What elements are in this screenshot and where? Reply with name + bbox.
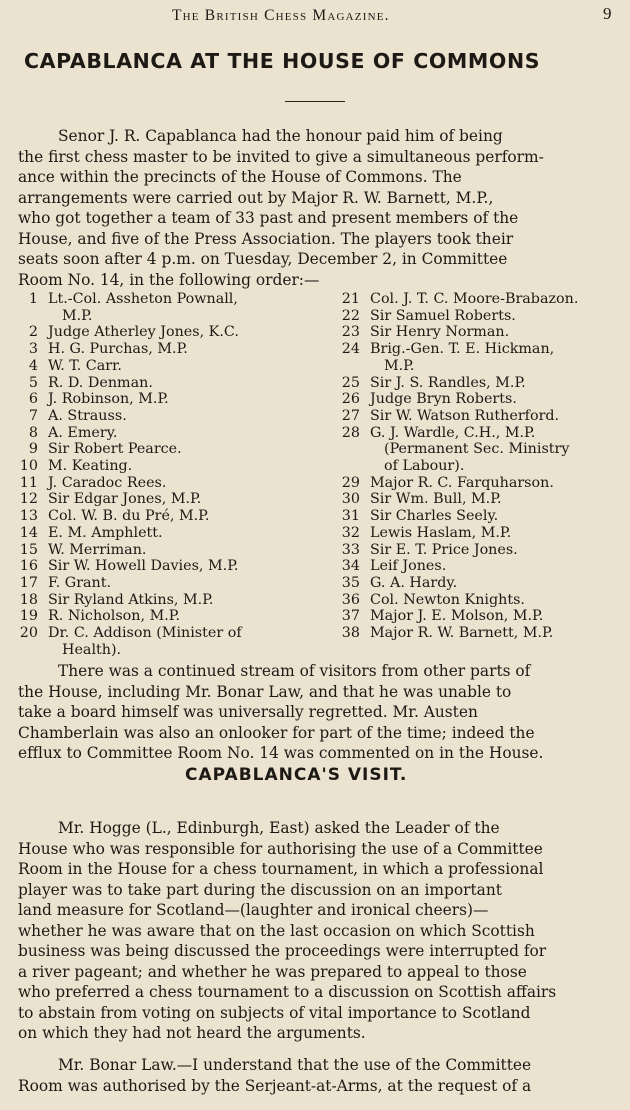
- player-number: 4: [28, 357, 38, 374]
- text-line: the first chess master to be invited to give a simultaneous perform-: [18, 147, 544, 166]
- player-name-line: Judge Bryn Roberts.: [370, 391, 517, 408]
- player-number: 7: [28, 407, 38, 424]
- text-line: who preferred a chess tournament to a discussion on Scottish affairs: [18, 983, 557, 1001]
- bonar-law-paragraph: [18, 1055, 622, 1096]
- player-number: 3: [28, 341, 38, 358]
- player-number: 36: [341, 591, 360, 608]
- player-number: 37: [341, 608, 360, 625]
- player-name-line: Col. Newton Knights.: [370, 591, 525, 608]
- player-entry: [330, 576, 630, 593]
- player-number: 34: [341, 558, 360, 575]
- player-number: 32: [341, 524, 360, 541]
- player-number: 27: [341, 407, 360, 424]
- player-entry: [330, 509, 630, 526]
- hogge-paragraph: [18, 818, 622, 1044]
- player-entry: [330, 609, 630, 626]
- player-entry: [8, 325, 308, 342]
- player-name-line: H. G. Purchas, M.P.: [48, 341, 188, 358]
- journal-name: The British Chess Magazine.: [172, 7, 390, 24]
- text-line: a river pageant; and whether he was prepared to appeal to those: [18, 962, 527, 981]
- section-subtitle: CAPABLANCA'S VISIT.: [185, 765, 408, 785]
- player-number: 33: [341, 541, 360, 558]
- player-name-line: Sir Ryland Atkins, M.P.: [48, 591, 214, 608]
- player-entry: [330, 376, 630, 393]
- player-name-line: (Permanent Sec. Ministry: [384, 441, 570, 458]
- player-name-line: Sir W. Howell Davies, M.P.: [48, 558, 239, 575]
- player-name-line: Judge Atherley Jones, K.C.: [48, 324, 239, 341]
- player-name-line: of Labour).: [384, 457, 465, 474]
- text-line: There was a continued stream of visitors from other parts of: [58, 662, 531, 680]
- player-number: 16: [19, 558, 38, 575]
- text-line: Mr. Hogge (L., Edinburgh, East) asked the Leader of the: [58, 819, 500, 837]
- player-entry: [330, 426, 630, 476]
- player-name-line: Col. W. B. du Pré, M.P.: [48, 508, 210, 525]
- player-entry: [8, 292, 308, 325]
- player-number: 6: [28, 391, 38, 408]
- article-title: CAPABLANCA AT THE HOUSE OF COMMONS: [24, 49, 541, 73]
- player-entry: [330, 559, 630, 576]
- text-line: take a board himself was universally regretted. Mr. Austen: [18, 703, 478, 721]
- player-number: 13: [19, 508, 38, 525]
- player-entry: [330, 526, 630, 543]
- player-entry: [330, 325, 630, 342]
- player-number: 10: [19, 458, 38, 474]
- player-name-line: R. D. Denman.: [48, 374, 153, 391]
- player-entry: [8, 342, 308, 359]
- player-entry: [8, 409, 308, 426]
- player-entry: [8, 492, 308, 509]
- player-number: 18: [19, 591, 38, 608]
- player-number: 14: [19, 524, 38, 541]
- text-line: business was being discussed the proceedings were interrupted for: [18, 942, 547, 960]
- player-entry: [8, 543, 308, 560]
- player-number: 30: [341, 491, 360, 508]
- player-name-line: Brig.-Gen. T. E. Hickman,: [370, 341, 555, 358]
- text-line: Mr. Bonar Law.—I understand that the use of the Committee: [58, 1056, 532, 1074]
- player-entry: [330, 626, 630, 643]
- player-number: 12: [19, 491, 38, 508]
- player-name-line: Lewis Haslam, M.P.: [370, 524, 512, 541]
- player-name-line: A. Strauss.: [48, 407, 127, 424]
- player-number: 38: [341, 625, 360, 641]
- player-entry: [330, 409, 630, 426]
- player-entry: [330, 309, 630, 326]
- player-entry: [8, 442, 308, 459]
- player-number: 1: [28, 291, 38, 307]
- player-name-line: Health).: [62, 641, 122, 658]
- running-header: [0, 4, 630, 26]
- text-line: player was to take part during the discussion on an important: [18, 880, 502, 899]
- player-entry: [8, 576, 308, 593]
- player-number: 25: [341, 374, 360, 391]
- player-entry: [8, 626, 308, 659]
- player-name-line: Sir J. S. Randles, M.P.: [370, 374, 526, 391]
- player-name-line: J. Robinson, M.P.: [48, 391, 169, 408]
- player-entry: [330, 593, 630, 610]
- player-entry: [8, 559, 308, 576]
- player-name-line: Sir Samuel Roberts.: [370, 307, 516, 324]
- player-number: 35: [341, 574, 360, 591]
- player-number: 23: [341, 324, 360, 341]
- player-name-line: W. Merriman.: [48, 541, 147, 558]
- text-line: Room in the House for a chess tournament, in which a professional: [18, 860, 544, 878]
- player-entry: [330, 492, 630, 509]
- text-line: ance within the precincts of the House of Commons. The: [18, 168, 462, 186]
- player-entry: [8, 476, 308, 493]
- player-number: 8: [28, 424, 38, 441]
- player-name-line: M. Keating.: [48, 458, 133, 474]
- player-number: 2: [28, 324, 38, 341]
- text-line: arrangements were carried out by Major R. W. Barnett, M.P.,: [18, 188, 494, 207]
- player-name-line: F. Grant.: [48, 574, 112, 591]
- player-entry: [8, 359, 308, 376]
- player-entry: [8, 392, 308, 409]
- player-name-line: E. M. Amphlett.: [48, 524, 163, 541]
- player-name-line: W. T. Carr.: [48, 357, 122, 374]
- intro-paragraph: [18, 126, 622, 290]
- player-name-line: Major R. W. Barnett, M.P.: [370, 625, 554, 641]
- player-number: 26: [341, 391, 360, 408]
- player-entry: [8, 609, 308, 626]
- player-name-line: Dr. C. Addison (Minister of: [48, 625, 242, 641]
- text-line: land measure for Scotland—(laughter and ironical cheers)—: [18, 901, 489, 919]
- player-number: 28: [341, 424, 360, 441]
- text-line: House, and five of the Press Association. The players took their: [18, 229, 514, 248]
- player-name-line: A. Emery.: [48, 424, 118, 441]
- player-number: 11: [19, 474, 38, 491]
- player-roster: [0, 292, 630, 662]
- player-number: 20: [19, 625, 38, 641]
- player-number: 17: [19, 574, 38, 591]
- text-line: House who was responsible for authorising the use of a Committee: [18, 839, 543, 858]
- player-name-line: Sir Edgar Jones, M.P.: [48, 491, 202, 508]
- player-number: 15: [19, 541, 38, 558]
- player-name-line: Major R. C. Farquharson.: [370, 474, 554, 491]
- player-entry: [330, 342, 630, 375]
- text-line: whether he was aware that on the last occasion on which Scottish: [18, 921, 535, 940]
- player-name-line: J. Caradoc Rees.: [48, 474, 167, 491]
- player-entry: [8, 509, 308, 526]
- text-line: Room No. 14, in the following order:—: [18, 270, 320, 289]
- player-name-line: Leif Jones.: [370, 558, 447, 575]
- player-entry: [8, 376, 308, 393]
- player-entry: [8, 593, 308, 610]
- player-entry: [8, 459, 308, 476]
- player-entry: [330, 392, 630, 409]
- player-name-line: Sir Wm. Bull, M.P.: [370, 491, 502, 508]
- player-number: 22: [341, 307, 360, 324]
- player-entry: [8, 526, 308, 543]
- player-entry: [330, 292, 630, 309]
- text-line: to abstain from voting on subjects of vital importance to Scotland: [18, 1003, 531, 1022]
- player-name-line: Col. J. T. C. Moore-Brabazon.: [370, 291, 579, 307]
- player-name-line: Sir Charles Seely.: [370, 508, 499, 525]
- player-entry: [330, 543, 630, 560]
- page-number: 9: [603, 4, 612, 23]
- text-line: seats soon after 4 p.m. on Tuesday, December 2, in Committee: [18, 250, 508, 268]
- title-rule: [285, 101, 345, 102]
- player-name-line: G. J. Wardle, C.H., M.P.: [370, 424, 536, 441]
- player-name-line: G. A. Hardy.: [370, 574, 458, 591]
- text-line: Chamberlain was also an onlooker for part of the time; indeed the: [18, 723, 535, 742]
- player-number: 5: [28, 374, 38, 391]
- text-line: Room was authorised by the Serjeant-at-Arms, at the request of a: [18, 1076, 532, 1095]
- player-name-line: Major J. E. Molson, M.P.: [370, 608, 544, 625]
- text-line: who got together a team of 33 past and present members of the: [18, 209, 519, 227]
- player-number: 31: [341, 508, 360, 525]
- player-name-line: Lt.-Col. Assheton Pownall,: [48, 291, 238, 307]
- player-number: 9: [28, 441, 38, 458]
- player-name-line: Sir W. Watson Rutherford.: [370, 407, 560, 424]
- visitors-paragraph: [18, 661, 622, 764]
- player-name-line: Sir E. T. Price Jones.: [370, 541, 518, 558]
- player-name-line: Sir Henry Norman.: [370, 324, 510, 341]
- player-name-line: R. Nicholson, M.P.: [48, 608, 181, 625]
- player-name-line: M.P.: [384, 357, 415, 374]
- player-name-line: M.P.: [62, 307, 93, 324]
- player-number: 19: [19, 608, 38, 625]
- player-number: 29: [341, 474, 360, 491]
- player-number: 21: [341, 291, 360, 307]
- player-entry: [330, 476, 630, 493]
- text-line: the House, including Mr. Bonar Law, and that he was unable to: [18, 682, 512, 701]
- player-number: 24: [341, 341, 360, 358]
- text-line: efflux to Committee Room No. 14 was commented on in the House.: [18, 744, 544, 762]
- player-name-line: Sir Robert Pearce.: [48, 441, 182, 458]
- text-line: on which they had not heard the arguments.: [18, 1024, 366, 1042]
- player-entry: [8, 426, 308, 443]
- text-line: Senor J. R. Capablanca had the honour paid him of being: [58, 127, 503, 145]
